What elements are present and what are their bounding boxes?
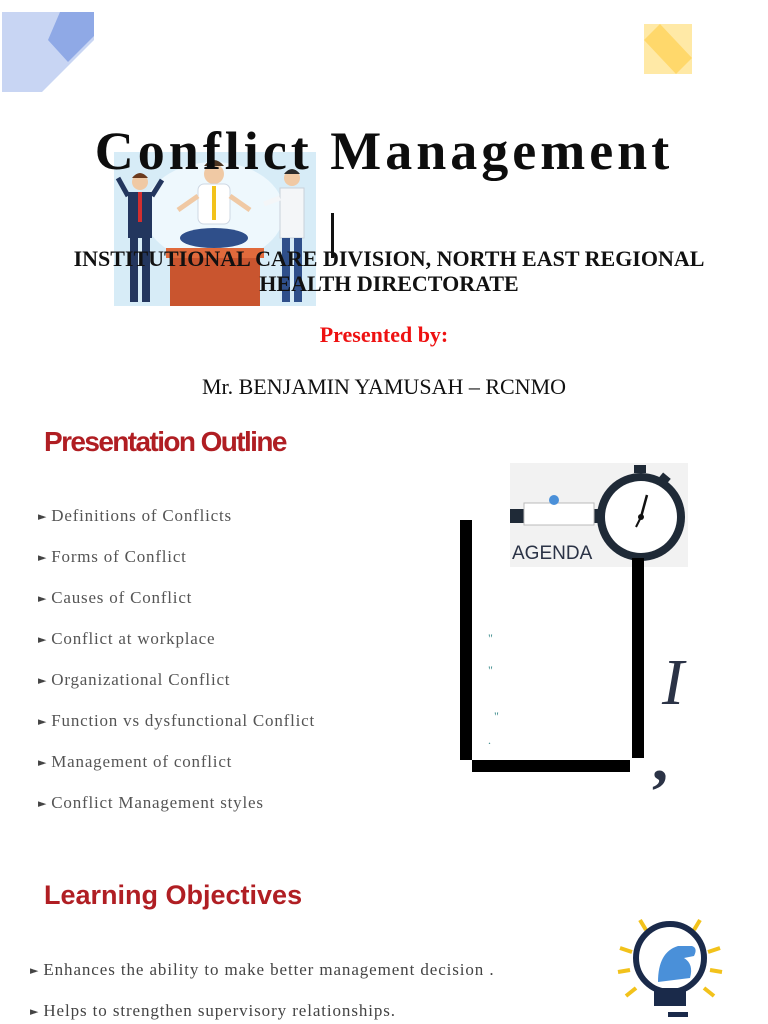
bullet-arrow-icon: ► [30,1005,40,1018]
list-item: ► Enhances the ability to make better management decision . [30,960,495,979]
list-item: ► Definitions of Conflicts [38,506,232,525]
presenter-name: Mr. BENJAMIN YAMUSAH – RCNMO [201,374,567,399]
decorative-yellow-shape [644,24,692,74]
page-title: Conflict Management [94,121,674,181]
list-item: ► Conflict at workplace [38,629,216,648]
subtitle: INSTITUTIONAL CARE DIVISION, NORTH EAST REGIONAL HEALTH DIRECTORATE [73,246,705,296]
svg-text:": " [488,631,493,645]
svg-text:": " [494,709,499,723]
bullet-arrow-icon: ► [38,551,48,564]
italic-letter-glyph: I [662,646,684,719]
list-item: ► Helps to strengthen supervisory relationships. [30,1001,396,1020]
outline-heading: Presentation Outline [44,426,286,457]
decorative-blue-shape [2,12,94,92]
list-item: ► Forms of Conflict [38,547,187,566]
list-item: ► Management of conflict [38,752,233,771]
bullet-arrow-icon: ► [38,715,48,728]
list-item: ► Causes of Conflict [38,588,193,607]
bullet-arrow-icon: ► [30,964,40,977]
bullet-arrow-icon: ► [38,674,48,687]
objectives-heading: Learning Objectives [44,880,303,910]
list-item: ► Conflict Management styles [38,793,264,812]
bullet-arrow-icon: ► [38,510,48,523]
list-item: ► Organizational Conflict [38,670,231,689]
svg-text:AGENDA: AGENDA [512,543,593,564]
bullet-arrow-icon: ► [38,592,48,605]
bullet-arrow-icon: ► [38,756,48,769]
svg-text:.: . [488,733,491,747]
dash-mark [668,1012,688,1017]
svg-text:": " [488,663,493,677]
presented-by-label: Presented by: [319,322,449,347]
bullet-arrow-icon: ► [38,633,48,646]
lightbulb-idea-icon [612,912,728,1012]
outline-list [38,506,315,834]
bullet-arrow-icon: ► [38,797,48,810]
objectives-list [30,960,495,980]
list-item: ► Function vs dysfunctional Conflict [38,711,316,730]
objectives-list-continued [30,1001,396,1021]
bracket-decoration [458,518,648,778]
comma-glyph: , [652,723,668,794]
